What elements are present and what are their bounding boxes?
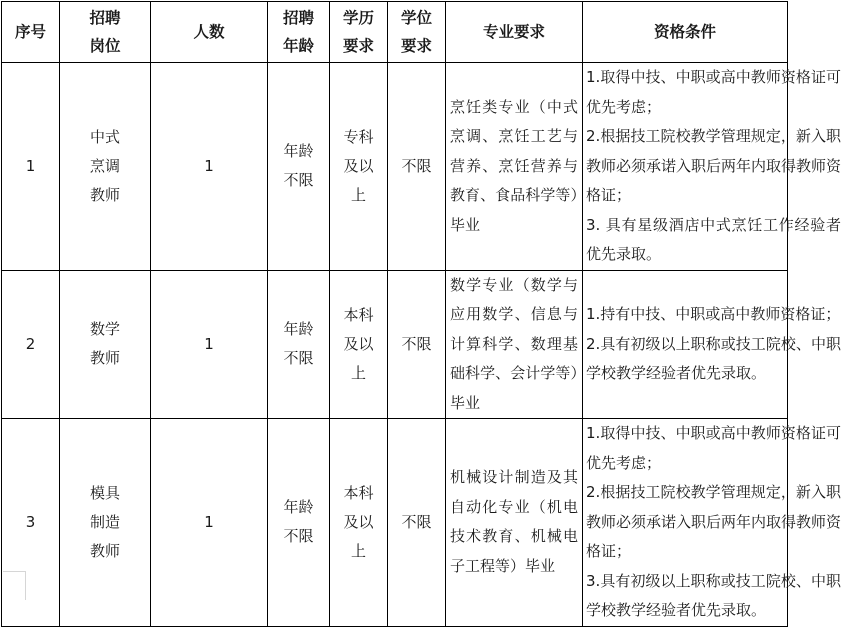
- cell-count: 1: [151, 63, 268, 271]
- header-row: [2, 2, 788, 63]
- qualification-item: 1.持有中技、中职或高中教师资格证；: [586, 305, 841, 323]
- cell-age: 年龄不限: [268, 419, 330, 627]
- cell-major: 数学专业（数学与应用数学、信息与计算科学、数理基础科学、会计学等）毕业: [446, 270, 583, 419]
- page-corner-mark: [3, 571, 26, 600]
- qualification-list: [583, 63, 841, 270]
- cell-count: 1: [151, 270, 268, 419]
- header-age: 招聘年龄: [268, 2, 330, 63]
- qualification-item: 2.具有初级以上职称或技工院校、中职学校教学经验者优先录取。: [586, 334, 841, 382]
- qualification-list: [583, 300, 841, 389]
- cell-position: 模具制造教师: [60, 419, 151, 627]
- cell-major: 烹饪类专业（中式烹调、烹饪工艺与营养、烹饪营养与教育、食品科学等）毕业: [446, 63, 583, 271]
- table-row: [2, 419, 788, 627]
- cell-position: 数学教师: [60, 270, 151, 419]
- qualification-item: 1.取得中技、中职或高中教师资格证可优先考虑；: [586, 424, 841, 472]
- cell-qualifications: [583, 63, 841, 271]
- cell-education: 本科及以上: [330, 419, 388, 627]
- cell-position: 中式烹调教师: [60, 63, 151, 271]
- qualification-item: 2.根据技工院校教学管理规定，新入职教师必须承诺入职后两年内取得教师资格证；: [586, 483, 841, 560]
- header-major: 专业要求: [446, 2, 583, 63]
- cell-degree: 不限: [388, 63, 446, 271]
- cell-seq: 2: [2, 270, 60, 419]
- cell-count: 1: [151, 419, 268, 627]
- header-seq: 序号: [2, 2, 60, 63]
- cell-qualifications: [583, 419, 841, 627]
- recruitment-table: [1, 1, 841, 627]
- header-education: 学历要求: [330, 2, 388, 63]
- table-row: [2, 63, 788, 271]
- cell-education: 专科及以上: [330, 63, 388, 271]
- table-row: [2, 270, 788, 419]
- cell-degree: 不限: [388, 270, 446, 419]
- cell-seq: 3: [2, 419, 60, 627]
- qualification-list: [583, 419, 841, 626]
- header-position: 招聘岗位: [60, 2, 151, 63]
- header-count: 人数: [151, 2, 268, 63]
- header-degree: 学位要求: [388, 2, 446, 63]
- cell-age: 年龄不限: [268, 63, 330, 271]
- cell-major: 机械设计制造及其自动化专业（机电技术教育、机械电子工程等）毕业: [446, 419, 583, 627]
- cell-qualifications: [583, 270, 841, 419]
- cell-degree: 不限: [388, 419, 446, 627]
- qualification-item: 1.取得中技、中职或高中教师资格证可优先考虑；: [586, 68, 841, 116]
- qualification-item: 3.具有初级以上职称或技工院校、中职学校教学经验者优先录取。: [586, 571, 841, 619]
- cell-education: 本科及以上: [330, 270, 388, 419]
- qualification-item: 2.根据技工院校教学管理规定，新入职教师必须承诺入职后两年内取得教师资格证；: [586, 127, 841, 204]
- header-qualifications: 资格条件: [583, 2, 788, 63]
- cell-seq: 1: [2, 63, 60, 271]
- cell-age: 年龄不限: [268, 270, 330, 419]
- qualification-item: 3. 具有星级酒店中式烹饪工作经验者优先录取。: [586, 215, 841, 263]
